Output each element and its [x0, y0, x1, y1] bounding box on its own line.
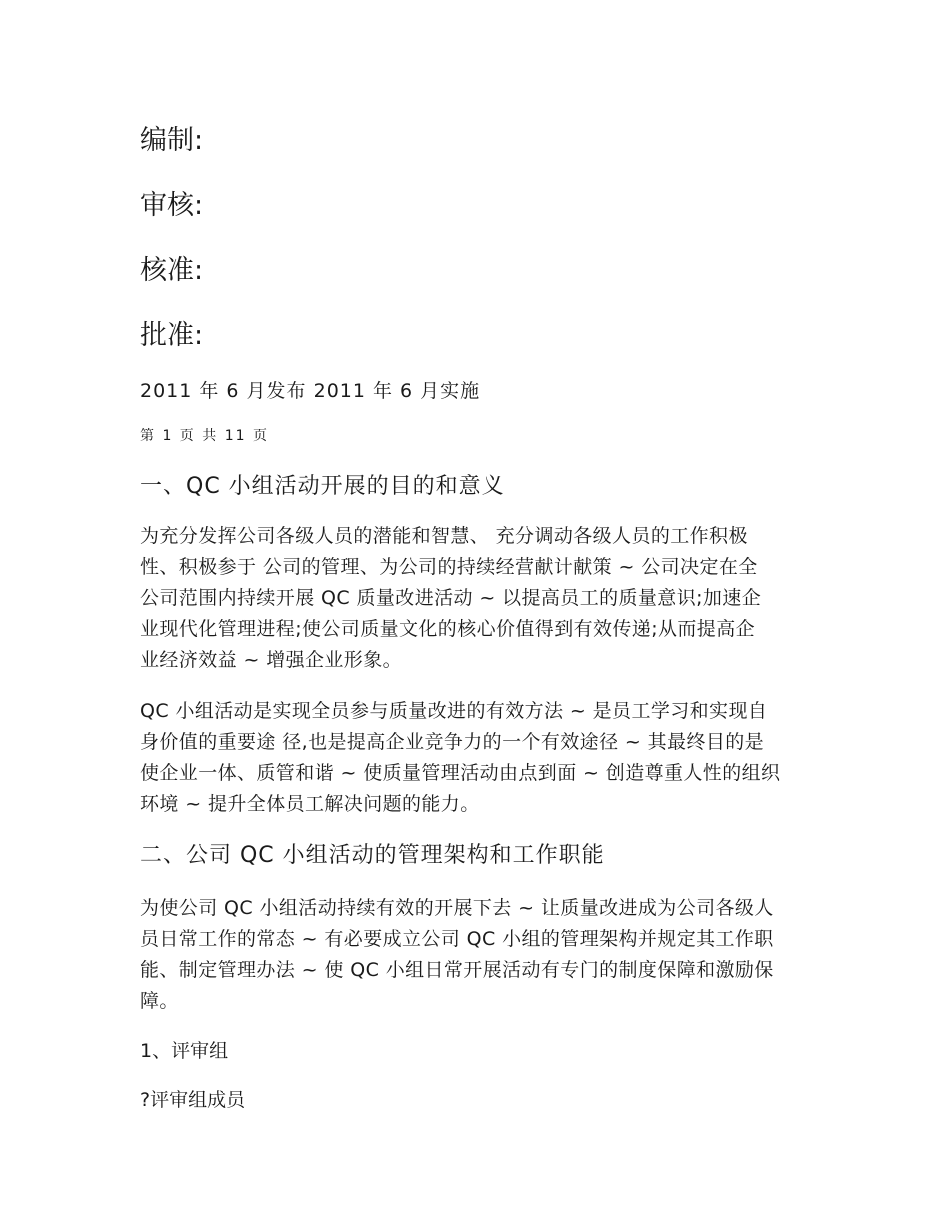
publish-dates: 2011 年 6 月发布 2011 年 6 月实施 — [140, 380, 481, 402]
compiled-by-label: 编制: — [140, 125, 204, 156]
list-item-review-group: 1、评审组 — [140, 1040, 229, 1062]
paragraph-line: 公司范围内持续开展 QC 质量改进活动 ~ 以提高员工的质量意识;加速企 — [140, 587, 762, 609]
paragraph-line: 员日常工作的常态 ~ 有必要成立公司 QC 小组的管理架构并规定其工作职 — [140, 928, 774, 950]
paragraph-line: 性、积极参于 公司的管理、为公司的持续经营献计献策 ~ 公司决定在全 — [140, 556, 758, 578]
section-2-heading: 二、公司 QC 小组活动的管理架构和工作职能 — [140, 843, 605, 868]
paragraph-line: 身价值的重要途 径,也是提高企业竞争力的一个有效途径 ~ 其最终目的是 — [140, 731, 765, 753]
page-number: 第 1 页 共 11 页 — [140, 428, 269, 444]
paragraph-line: 业经济效益 ~ 增强企业形象。 — [140, 649, 402, 671]
paragraph-line: 为充分发挥公司各级人员的潜能和智慧、 充分调动各级人员的工作积极 — [140, 525, 748, 547]
paragraph-line: 能、制定管理办法 ~ 使 QC 小组日常开展活动有专门的制度保障和激励保 — [140, 959, 774, 981]
verified-by-label: 核准: — [140, 255, 204, 286]
paragraph-line: QC 小组活动是实现全员参与质量改进的有效方法 ~ 是员工学习和实现自 — [140, 700, 768, 722]
section-1-paragraph-1 — [140, 521, 812, 676]
paragraph-line: 障。 — [140, 990, 179, 1012]
paragraph-line: 为使公司 QC 小组活动持续有效的开展下去 ~ 让质量改进成为公司各级人 — [140, 897, 774, 919]
section-1-heading: 一、QC 小组活动开展的目的和意义 — [140, 474, 505, 499]
list-item-review-group-members: ?评审组成员 — [140, 1089, 246, 1111]
paragraph-line: 使企业一体、质管和谐 ~ 使质量管理活动由点到面 ~ 创造尊重人性的组织 — [140, 762, 781, 784]
section-2-paragraph-1 — [140, 893, 812, 1017]
reviewed-by-label: 审核: — [140, 190, 204, 221]
paragraph-line: 业现代化管理进程;使公司质量文化的核心价值得到有效传递;从而提高企 — [140, 618, 756, 640]
paragraph-line: 环境 ~ 提升全体员工解决问题的能力。 — [140, 793, 480, 815]
approved-by-label: 批准: — [140, 320, 204, 351]
section-1-paragraph-2 — [140, 696, 812, 820]
